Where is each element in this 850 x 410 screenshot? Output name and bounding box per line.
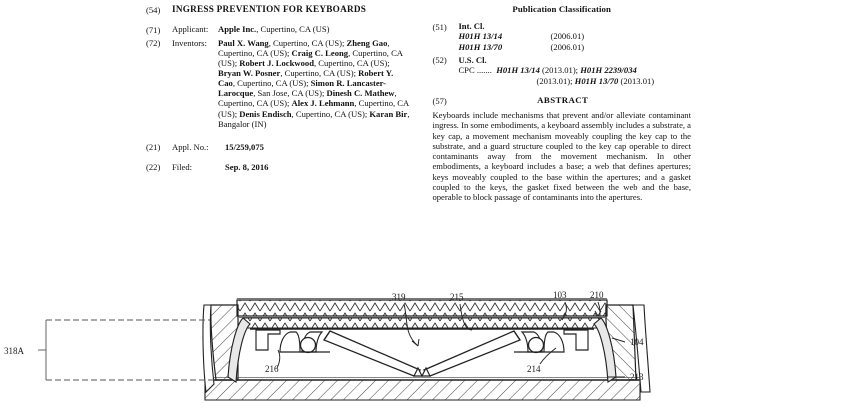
- label-319: 319: [392, 292, 406, 302]
- inventor-name: Robert J. Lockwood: [239, 58, 314, 69]
- label-210: 210: [590, 290, 604, 300]
- inventor-name: Alex J. Lehmann: [291, 98, 355, 109]
- filed-tag: (22): [146, 162, 161, 173]
- inventor-location: , Cupertino, CA (US);: [218, 37, 390, 58]
- inventor-location: , Cupertino, CA (US);: [232, 78, 311, 89]
- cpc-prefix: CPC .......: [458, 65, 492, 76]
- bibliographic-right-column: [432, 4, 691, 203]
- web-layer: [243, 318, 601, 328]
- title-tag: (54): [146, 4, 161, 15]
- appl-no-tag: (21): [146, 142, 161, 153]
- cpc-code-2: H01H 2239/034: [580, 65, 637, 76]
- inventor-location: , Cupertino, CA (US);: [218, 98, 409, 119]
- abstract-tag: (57): [432, 95, 447, 106]
- bibliographic-header: [146, 4, 691, 203]
- butterfly-mechanism-right-wing: [422, 331, 520, 376]
- abstract-heading: ABSTRACT: [537, 95, 589, 106]
- int-cl-row-entry: [458, 31, 691, 41]
- int-cl-row: [432, 21, 691, 52]
- applicant-address: , Cupertino, CA (US): [256, 24, 330, 34]
- abstract-text: Keyboards include mechanisms that prevent and/or alleviate contaminant ingress. In some embodiments, a keyboard assembly includes a substrate, a key cap, a movement mechanism moveably coupling the key cap to the substrate, and a guard structure coupled to the key cap operable to direct contaminants away from the movement mechanism. In other embodiments, a keyboard includes a base; a web that defines apertures; keys moveably coupled to the base within the apertures; and a gasket coupled to the keys, the gasket fixed between the web and the base, operable to block passage of contaminants into the apertures.: [432, 109, 691, 203]
- publication-classification-heading: Publication Classification: [512, 4, 612, 14]
- cpc-code-1: H01H 13/14: [496, 65, 540, 76]
- applicant-row: [146, 24, 410, 35]
- int-cl-tag: (51): [432, 21, 447, 32]
- appl-no-value: 15/259,075: [225, 141, 264, 152]
- inventors-label: Inventors:: [172, 37, 207, 48]
- filed-row: [146, 162, 410, 173]
- applicant-label: Applicant:: [172, 24, 209, 34]
- inventor-name: Dinesh C. Mathew: [326, 88, 395, 99]
- int-cl-code: H01H 13/14: [458, 31, 503, 42]
- butterfly-mechanism-left-wing: [324, 331, 422, 376]
- cpc-code-3: H01H 13/70: [574, 75, 619, 86]
- inventors-list: [218, 38, 410, 129]
- inventor-name: Simon R. Lancaster-Larocque: [218, 78, 386, 99]
- invention-title-row: [146, 4, 410, 15]
- label-104: 104: [630, 337, 644, 347]
- label-103: 103: [553, 290, 567, 300]
- inventor-location: , Bangalor (IN): [218, 108, 410, 129]
- inventor-name: Paul X. Wang: [218, 37, 269, 48]
- label-214: 214: [527, 364, 541, 374]
- abstract-heading-row: [432, 95, 691, 106]
- applicant-name: Apple Inc.: [218, 24, 257, 34]
- int-cl-row-entry: [458, 42, 691, 52]
- applicant-tag: (71): [146, 24, 161, 35]
- left-switch-housing: [256, 330, 330, 353]
- int-cl-heading: Int. Cl.: [458, 21, 485, 31]
- appl-no-row: [146, 142, 410, 153]
- inventor-name: Robert Y. Cao: [218, 68, 394, 89]
- int-cl-code: H01H 13/70: [458, 41, 503, 52]
- applicant-value: [218, 24, 330, 34]
- patent-figure: [0, 272, 850, 410]
- inventor-location: , Cupertino, CA (US);: [268, 37, 347, 48]
- int-cl-code-list: [458, 31, 691, 51]
- cpc-line-1: [458, 65, 691, 75]
- inventors-row: [146, 38, 410, 129]
- key-cap-top-plate: [237, 299, 607, 318]
- cpc-mid-1: (2013.01);: [539, 65, 581, 76]
- section-bracket-318a: [38, 320, 214, 380]
- us-cl-row: [432, 55, 691, 86]
- label-216: 216: [265, 364, 279, 374]
- filed-label: Filed:: [172, 161, 193, 172]
- inventor-location: , Cupertino, CA (US);: [313, 58, 390, 69]
- filed-value: Sep. 8, 2016: [225, 161, 269, 172]
- inventor-name: Zheng Gao: [346, 37, 388, 48]
- bibliographic-left-column: [146, 4, 410, 203]
- label-215: 215: [450, 292, 464, 302]
- int-cl-date: (2006.01): [550, 41, 585, 52]
- inventor-name: Karan Bir: [369, 108, 408, 119]
- int-cl-date: (2006.01): [550, 31, 585, 42]
- inventor-location: , Cupertino, CA (US);: [218, 88, 397, 109]
- inventor-name: Denis Endisch: [239, 108, 292, 119]
- cpc-line-2: [458, 76, 691, 86]
- page-title: INGRESS PREVENTION FOR KEYBOARDS: [172, 4, 367, 14]
- appl-no-label: Appl. No.:: [172, 141, 209, 152]
- cpc-post-2: (2013.01): [618, 75, 655, 86]
- base-substrate: [205, 378, 640, 401]
- inventor-location: , San Jose, CA (US);: [253, 88, 327, 99]
- label-213: 213: [630, 372, 644, 382]
- us-cl-tag: (52): [432, 55, 447, 66]
- inventor-location: , Cupertino, CA (US);: [218, 48, 403, 69]
- label-318a: 318A: [4, 346, 24, 356]
- inventors-tag: (72): [146, 38, 161, 49]
- figure-drawing: [0, 272, 850, 410]
- right-switch-housing: [514, 330, 588, 353]
- cpc-pre-2: (2013.01);: [536, 75, 575, 86]
- inventor-location: , Cupertino, CA (US);: [280, 68, 359, 79]
- us-cl-heading: U.S. Cl.: [458, 54, 487, 65]
- inventor-location: , Cupertino, CA (US);: [291, 108, 370, 119]
- inventor-name: Craig C. Leong: [291, 48, 349, 58]
- inventor-name: Bryan W. Posner: [218, 68, 281, 79]
